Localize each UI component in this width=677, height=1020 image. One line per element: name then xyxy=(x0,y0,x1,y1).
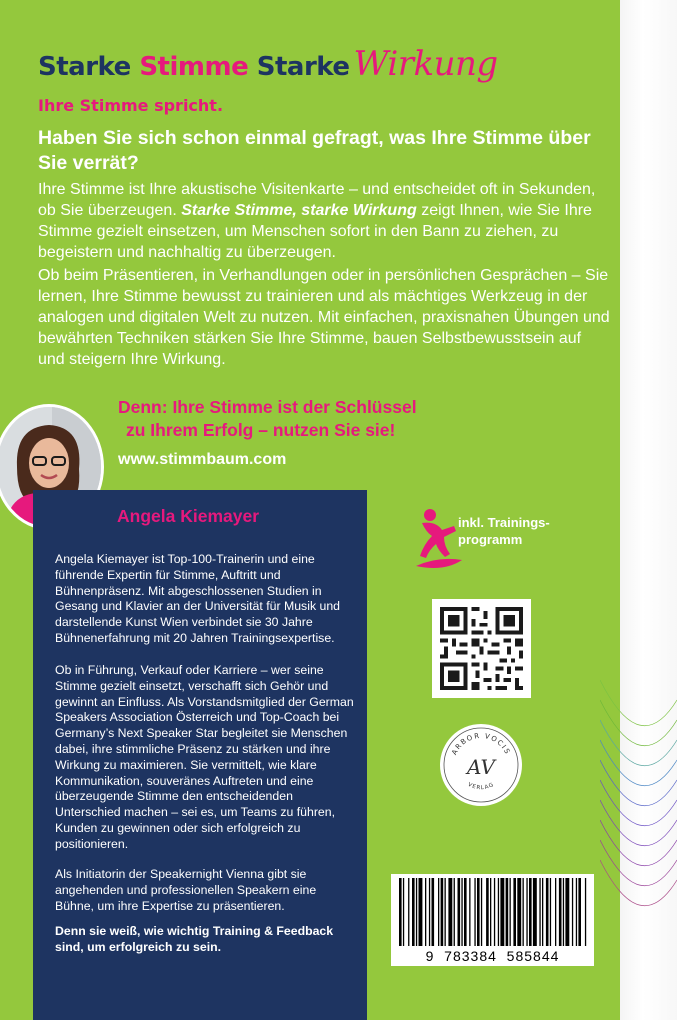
barcode-bar xyxy=(494,878,495,946)
barcode-bar xyxy=(498,878,499,946)
lead-question: Haben Sie sich schon einmal gefragt, was Ihre Stimme über Sie verrät? xyxy=(38,127,591,174)
title-word-starke-2: Starke xyxy=(256,52,350,82)
author-bio-panel xyxy=(33,490,367,1020)
barcode-bar xyxy=(572,878,573,946)
description-paragraph-1 xyxy=(38,179,610,263)
barcode-bar xyxy=(523,878,524,946)
barcode-bar xyxy=(419,878,423,946)
isbn-number: 9 783384 585844 xyxy=(425,948,560,964)
barcode-bar xyxy=(533,878,537,946)
quote-line-2: zu Ihrem Erfolg – nutzen Sie sie! xyxy=(126,420,396,440)
barcode-bar xyxy=(585,878,586,946)
qr-code[interactable] xyxy=(432,599,531,698)
paragraph1-text-after: zeigt Ihnen, wie Sie Ihre Stimme gezielt einsetzen, um Menschen sofort in den Bann zu ziehen, zu begeistern und nachhaltig zu überzeugen. xyxy=(38,202,592,261)
author-bio-paragraph-2: Ob in Führung, Verkauf oder Karriere – wer seine Stimme gezielt einsetzt, verschafft sich Gehör und gewinnt an Einfluss. Als Vorstandsmitglied der German Speakers Association Österreich und Top-Coach bei Germany’s Next Speaker Star begleitet sie Menschen dabei, ihre stimmliche Präsenz zu stärken und ihre Wirkung zu maximieren. Sie vermittelt, wie klare Kommunikation, souveränes Auftreten und eine überzeugende Stimme den entscheidenden Unterschied machen – sei es, um Teams zu führen, Kunden zu gewinnen oder sich erfolgreich zu positionieren. xyxy=(55,663,354,851)
barcode-bar xyxy=(469,878,470,946)
barcode-bar xyxy=(555,878,556,946)
barcode-bar xyxy=(399,878,402,946)
author-bio-paragraph-1: Angela Kiemayer ist Top-100-Trainerin und eine führende Expertin für Stimme, Auftritt und Bühnenpräsenz. Mit abgeschlossenen Studien in Gesang und Klavier an der Universität für Musik und darstellende Kunst Wien verbindet sie 30 Jahre Bühnenerfahrung mit 20 Jahren Trainingsexpertise. xyxy=(55,552,341,645)
barcode-bar xyxy=(542,878,543,946)
book-title xyxy=(38,44,498,84)
barcode-bar xyxy=(517,878,521,946)
barcode-bar xyxy=(461,878,462,946)
barcode-icon xyxy=(391,874,594,948)
publisher-seal-icon xyxy=(440,724,522,806)
barcode-bar xyxy=(441,878,444,946)
isbn-barcode xyxy=(391,874,594,966)
author-bio-paragraph-3: Als Initiatorin der Speakernight Vienna gibt sie angehenden und professionellen Speakern eine Bühne, um ihre Expertise zu präsentieren. xyxy=(55,867,317,913)
barcode-bar xyxy=(490,878,491,946)
barcode-bar xyxy=(578,878,581,946)
barcode-bar xyxy=(486,878,489,946)
barcode-bar xyxy=(563,878,564,946)
barcode-bar xyxy=(526,878,527,946)
publisher-logo xyxy=(440,724,522,806)
barcode-bar xyxy=(425,878,426,946)
publisher-monogram: AV xyxy=(467,755,495,779)
author-name: Angela Kiemayer xyxy=(117,506,260,526)
training-badge: inkl. Trainings- programm xyxy=(458,515,550,547)
barcode-bar xyxy=(412,878,415,946)
barcode-bar xyxy=(513,878,516,946)
barcode-bar xyxy=(550,878,551,946)
author-bio-paragraph-4: Denn sie weiß, wie wichtig Training & Feedback sind, um erfolgreich zu sein. xyxy=(55,924,334,954)
book-title-emphasis: Starke Stimme, starke Wirkung xyxy=(181,202,417,219)
barcode-bar xyxy=(576,878,577,946)
barcode-bar xyxy=(403,878,404,946)
surfer-icon xyxy=(414,506,464,572)
title-word-stimme: Stimme xyxy=(139,52,249,82)
paragraph1-text-before: Ihre Stimme ist Ihre akustische Visitenkarte – und entscheidet oft in Sekunden, ob Sie überzeugen. xyxy=(38,181,596,219)
barcode-bar xyxy=(448,878,452,946)
website-link[interactable]: www.stimmbaum.com xyxy=(118,451,287,468)
barcode-bar xyxy=(546,878,549,946)
key-quote xyxy=(118,396,498,442)
tagline: Ihre Stimme spricht. xyxy=(38,96,224,115)
quote-line-1: Denn: Ihre Stimme ist der Schlüssel xyxy=(118,397,417,417)
barcode-bar xyxy=(464,878,467,946)
barcode-bar xyxy=(500,878,504,946)
barcode-bar xyxy=(445,878,446,946)
barcode-bar xyxy=(559,878,562,946)
barcode-bar xyxy=(539,878,540,946)
barcode-bar xyxy=(416,878,417,946)
barcode-bar xyxy=(506,878,509,946)
barcode-bar xyxy=(458,878,461,946)
barcode-bar xyxy=(408,878,409,946)
description-paragraph-2: Ob beim Präsentieren, in Verhandlungen oder in persönlichen Gesprächen – Sie lernen, Ihre Stimme bewusst zu trainieren und als mächtiges Werkzeug in der analogen und digitalen Welt zu nutzen. Mit einfachen, praxisnahen Übungen und bewährten Techniken stärken Sie Ihre Stimme, bauen Selbstbewusstsein auf und steigern Ihre Wirkung. xyxy=(38,267,610,368)
title-word-wirkung: Wirkung xyxy=(353,44,498,84)
barcode-bar xyxy=(477,878,480,946)
decorative-wave-lines-icon xyxy=(600,640,677,1020)
title-word-starke: Starke xyxy=(38,52,131,82)
barcode-bar xyxy=(474,878,475,946)
qr-code-icon xyxy=(432,599,531,698)
barcode-bar xyxy=(481,878,482,946)
barcode-bar xyxy=(510,878,511,946)
barcode-bar xyxy=(454,878,455,946)
publisher-sub-text: VERLAG xyxy=(466,781,496,792)
publisher-arc-text: ARBOR VOCIS xyxy=(450,731,512,757)
barcode-bar xyxy=(529,878,532,946)
barcode-bar xyxy=(429,878,430,946)
barcode-bar xyxy=(432,878,435,946)
barcode-bar xyxy=(565,878,569,946)
barcode-bar xyxy=(438,878,439,946)
